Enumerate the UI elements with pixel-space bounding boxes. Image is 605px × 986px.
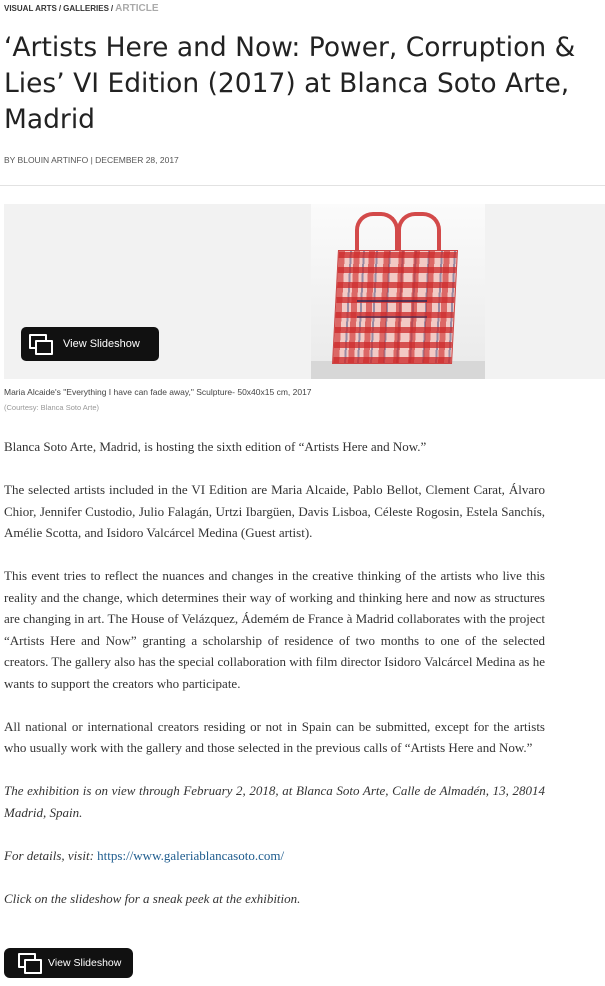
image-caption: Maria Alcaide's "Everything I have can fade away," Sculpture- 50x40x15 cm, 2017 <box>4 387 312 397</box>
slideshow-icon <box>18 953 42 973</box>
gallery-website-link[interactable]: https://www.galeriablancasoto.com/ <box>97 847 285 863</box>
breadcrumb-current: ARTICLE <box>115 3 159 14</box>
details-prefix: For details, visit: <box>4 847 98 863</box>
slideshow-prompt: Click on the slideshow for a sneak peek at the exhibition. <box>4 890 301 906</box>
bag-print <box>357 300 427 318</box>
paragraph: Blanca Soto Arte, Madrid, is hosting the sixth edition of “Artists Here and Now.” <box>4 439 427 454</box>
slideshow-media[interactable] <box>4 204 605 379</box>
breadcrumb <box>4 3 159 14</box>
divider <box>0 185 605 186</box>
article-byline: BY BLOUIN ARTINFO | DECEMBER 28, 2017 <box>4 155 179 165</box>
view-slideshow-button[interactable] <box>21 327 159 361</box>
breadcrumb-separator: / <box>110 4 114 13</box>
details-paragraph <box>4 845 545 867</box>
view-slideshow-label: View Slideshow <box>48 957 122 969</box>
breadcrumb-separator: / <box>58 4 62 13</box>
paragraph: The selected artists included in the VI Edition are Maria Alcaide, Pablo Bellot, Clement Carat, Álvaro Chior, Jennifer Custodio, Julio Falagán, Urtzi Ibargüen, Davis Lisboa, Céleste Rogosin, Estela Sanchís, Amélie Scotta, and Isidoro Valcárcel Medina (Guest artist). <box>4 482 545 540</box>
article-body <box>4 436 545 931</box>
view-slideshow-label: View Slideshow <box>63 338 140 350</box>
slideshow-icon <box>29 334 53 354</box>
artwork-photo[interactable] <box>311 204 485 379</box>
article-title: ‘Artists Here and Now: Power, Corruption & Lies’ VI Edition (2017) at Blanca Soto Arte, Madrid <box>4 32 576 135</box>
breadcrumb-galleries[interactable]: GALLERIES <box>63 4 109 13</box>
paragraph: This event tries to reflect the nuances and changes in the creative thinking of the artists who live this reality and the change, which determines their way of working and thinking here and now as structures are changing in art. The House of Velázquez, Ádemém de France à Madrid collaborates with the project “Artists Here and Now” granting a scholarship of residence of two months to one of the selected creators. The gallery also has the special collaboration with film director Isidoro Valcárcel Medina as he wants to support the creators who participate. <box>4 568 545 691</box>
view-slideshow-button-bottom[interactable] <box>4 948 133 978</box>
exhibition-info: The exhibition is on view through February 2, 2018, at Blanca Soto Arte, Calle de Almadén, 13, 28014 Madrid, Spain. <box>4 783 545 820</box>
paragraph: All national or international creators residing or not in Spain can be submitted, except for the artists who usually work with the gallery and those selected in the previous calls of “Artists Here and Now.” <box>4 718 545 755</box>
breadcrumb-visual-arts[interactable]: VISUAL ARTS <box>4 4 57 13</box>
image-credit: (Courtesy: Blanca Soto Arte) <box>4 403 100 412</box>
